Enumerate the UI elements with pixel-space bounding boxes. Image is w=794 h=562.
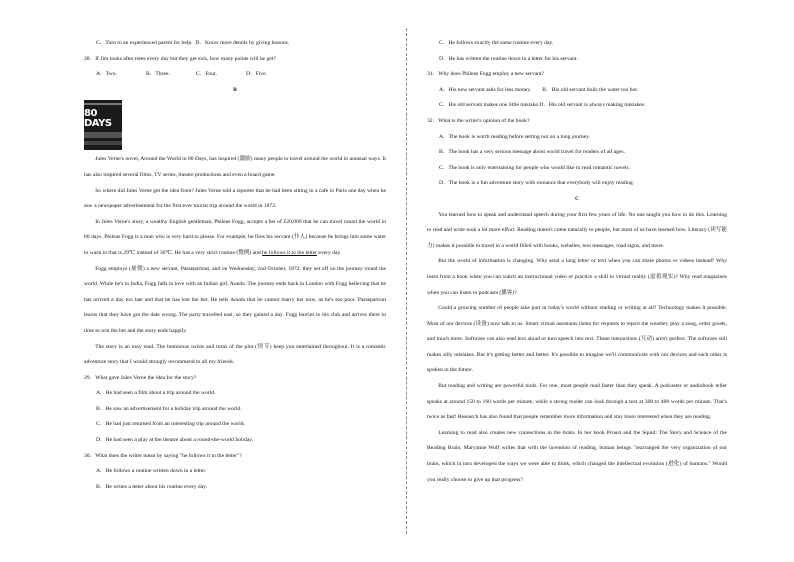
q29-option-d: D．He had seen a play at the theatre about a round-the-world holiday. <box>96 437 254 444</box>
passage-b-paragraph-3: In Jules Verne's story, a wealthy English gentleman, Phileas Fogg, accepts a bet of £20,000 that he can travel round the world in 80 days. Phileas Fogg is a man who is very hard to please. For example, he fires his servant (仆人) because he brings him some water to wash in that is 29℃ instead of 30℃. He has a very strict routine (惯例) and he follows it to the letter every day. <box>84 218 386 256</box>
q32-option-a: A．The book is worth reading before setting out on a long journey. <box>439 133 590 140</box>
q29-option-b: B．He saw an advertisement for a holiday trip around the world. <box>96 405 242 412</box>
question-27-options-cd <box>84 36 386 52</box>
q27-option-d: D．Know more details by giving lessons. <box>195 40 290 46</box>
passage-b-paragraph-4: Fogg employs (雇佣) a new servant, Passepartout, and on Wednesday, 2nd October, 1872, they set off on the journey round the world. While he's in India, Fogg falls in love with an Indian girl, Aouda. The journey ends back in London with Fogg believing that he has arrived a day too late and that he has lost the bet. He tells Aouda that he cannot marry her now, as he's too poor. Passepartout learns that they have got the date wrong. The party travelled east, so they gained a day. Fogg hurries to his club and arrives there in time to win the bet and the story ends happily. <box>84 265 386 334</box>
q32-option-d: D．The book is a fun adventure story with romance that everybody will enjoy reading. <box>439 180 635 187</box>
passage-c-paragraph-5: Learning to read also creates new connections in the brain. In her book Proust and the Squid: The Story and Science of the Reading Brain, Maryanne Wolf writes that with the invention of reading, human beings "rearranged the very organization of our brain, which in turn developed the ways we were able to think, which changed the intellectual evolution (进化) of humans." Would you really choose to give up that progress? <box>427 429 727 483</box>
q28-option-c: C．Four. <box>196 71 217 78</box>
section-c-heading: C <box>574 195 580 202</box>
passage-c-paragraph-2: But the world of information is changing. Why send a long letter or text when you can share photos or videos instead? Why learn from a book when you can watch an instructional video or practice a skill in virtual reality (虚拟现实)? Why read magazines when you can listen to podcasts (播客)? <box>427 258 727 296</box>
passage-c-paragraph-3: Could a growing number of people take part in today's world without reading or writing at all? Technology makes it possible. Most of our devices (设备) now talk to us. Smart virtual assistants listen for requests to report the weather, play a song, order goods, and much more. Software can also read text aloud or turn speech into text. These interactions (互动) aren't perfect. The software still makes silly mistakes. But it's getting better and better. It's possible to imagine we'll communicate with our devices and each other is spoken in the future. <box>427 305 727 374</box>
passage-b-paragraph-1: Jules Verne's novel, Around the World in 80 Days, has inspired (激励) many people to travel around the world in unusual ways. It has also inspired several films, TV series, theatre productions and even a board game. <box>84 156 386 178</box>
passage-c-paragraph-1: You learned how to speak and understand speech during your first few years of life. No one taught you how to do this. Learning to read and write took a lot more effort. Reading doesn't come naturally to people, but most of us have learned how. Literacy (读写能力) makes it possible to travel in a world filled with books, websites, text messages, road signs, and more. <box>427 211 727 249</box>
passage-b-paragraph-2: So where did Jules Verne get the idea from? Jules Verne told a reporter that he had been sitting in a cafe in Paris one day when he saw a newspaper advertisement for the first ever tourist trip around the world in 1872. <box>84 187 386 210</box>
q28-option-b: B．Three. <box>146 71 170 78</box>
passage-c-paragraph-4: But reading and writing are powerful tools. For one, most people read faster than they speak. A podcaster or audiobook teller speaks at around 150 to 160 words per minute, while a strong reader can look through a text at 300 to 400 words per minute. That's twice as fast! Research has also found that people remember more information and stay more interested when they are reading. <box>427 383 727 421</box>
q28-option-d: D．Five. <box>246 71 267 78</box>
q32-option-b: B．The book has a very serious message about world travel for readers of all ages. <box>439 149 625 156</box>
right-column <box>427 36 727 488</box>
question-32: 32．What is the writer's opinion of the book? <box>427 117 530 124</box>
question-29: 29．What gave Jules Verne the idea for the story? <box>84 374 197 381</box>
q29-option-c: C．He had just returned from an interesting trip around the world. <box>96 421 245 428</box>
q32-option-c: C．The book is only entertaining for people who would like to read romantic novels. <box>439 164 631 171</box>
left-column <box>84 36 386 495</box>
question-31: 31．Why does Phileas Fogg employ a new servant? <box>427 71 544 78</box>
q30-option-a: A．He follows a routine written down in a letter. <box>96 468 207 475</box>
book-cover-title: 80 DAYS <box>84 108 112 130</box>
q30-option-c: C．He follows exactly the same routine every day. <box>439 40 554 46</box>
question-28: 28．If Jim looks after trees every day but they get sick, how many points will he get? <box>84 55 276 62</box>
q31-options-ab: A．His new servant asks for less money. B．His old servant boils the water too hot. <box>439 86 639 93</box>
question-28-options <box>84 67 386 83</box>
book-cover-image <box>84 100 122 150</box>
q30-option-b: B．He writes a letter about his routine every day. <box>96 483 208 490</box>
underlined-phrase: he follows it to the letter <box>262 249 317 256</box>
passage-b-paragraph-5: The story is an easy read. The humorous twists and turns of the plot (情节) keep you entertained throughout. It is a romantic adventure story that I would strongly recommend to all my friends. <box>84 343 386 366</box>
q27-option-c: C．Turn to an experienced parent for help. <box>96 40 193 46</box>
q29-option-a: A．He had seen a film about a trip around the world. <box>96 390 216 397</box>
column-divider <box>406 28 407 534</box>
q30-option-d: D．He has written the routine down in a letter for his servant. <box>439 55 578 62</box>
section-b-heading: B <box>233 86 237 93</box>
question-30: 30．What does the writer mean by saying "he follows it to the letter"? <box>84 452 242 459</box>
q31-options-cd: C．His old servant makes one little mistake.D．His old servant is always making mistakes. <box>439 102 646 109</box>
q28-option-a: A．Two. <box>96 71 117 78</box>
